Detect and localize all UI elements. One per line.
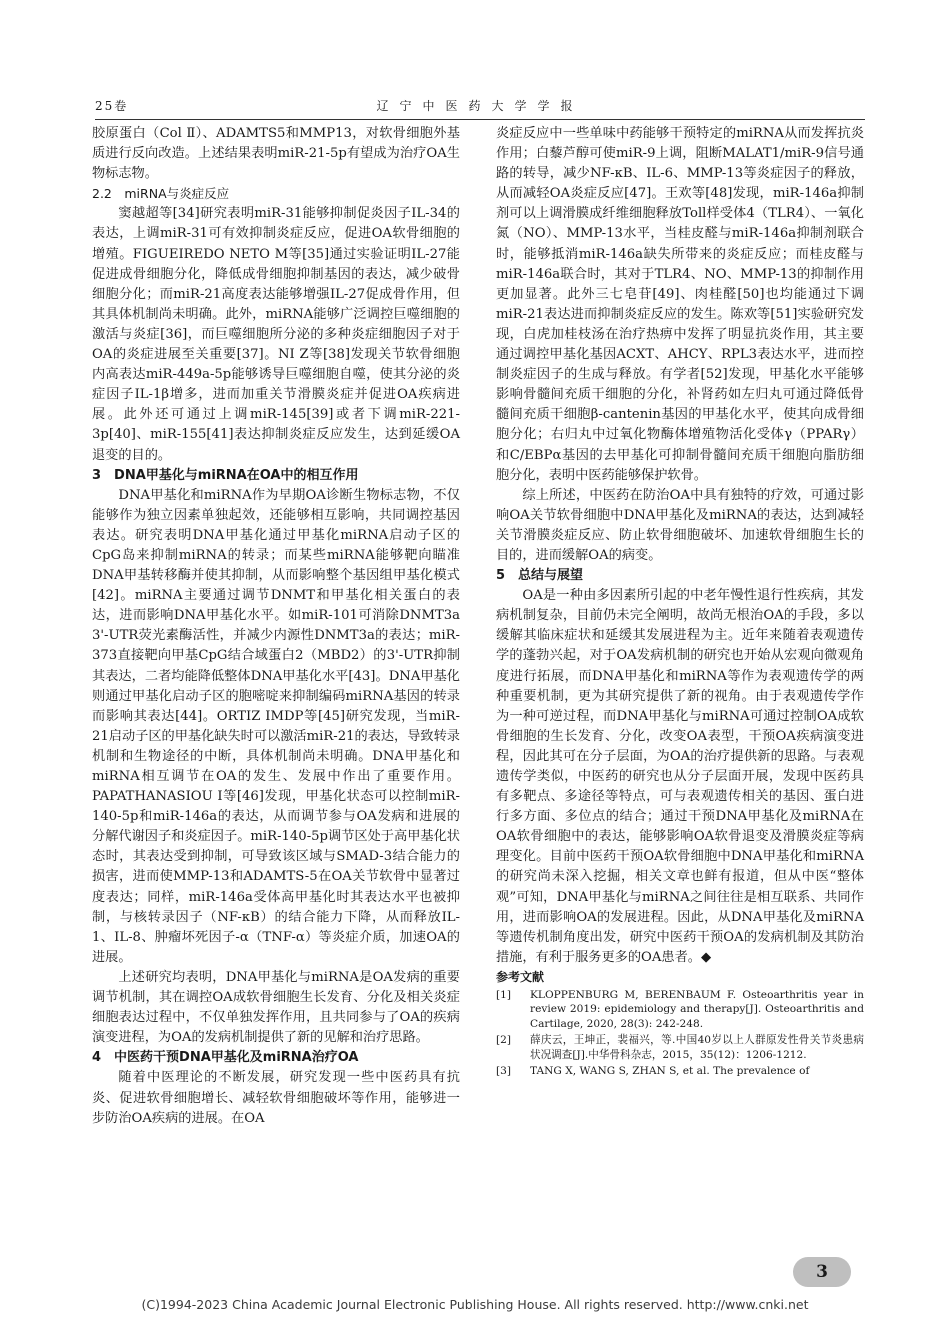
- reference-list: [496, 988, 864, 1078]
- paragraph: OA是一种由多因素所引起的中老年慢性退行性疾病，其发病机制复杂，目前仍未完全阐明，故尚无根治OA的手段，多以缓解其临床症状和延缓其发展进程为主。近年来随着表观遗传学的蓬勃兴起，对于OA发病机制的研究也开始从宏观向微观角度进行拓展，而DNA甲基化和miRNA等作为表观遗传学的两种重要机制，更为其研究提供了新的视角。由于表观遗传学作为一种可逆过程，而DNA甲基化与miRNA可通过控制OA成软骨细胞的生长发育、分化，改变OA表型，干预OA疾病演变进程，因此其可在分子层面，为OA的治疗提供新的思路。与表观遗传学类似，中医药的研究也从分子层面开展，发现中医药具有多靶点、多途径等特点，可与表观遗传相关的基因、蛋白进行多方面、多位点的结合；通过干预DNA甲基化及miRNA在OA软骨细胞中的表达，能够影响OA软骨退变及滑膜炎症等病理变化。目前中医药干预OA软骨细胞中DNA甲基化和miRNA的研究尚未深入挖掘，相关文章也鲜有报道，但从中医“整体观”可知，DNA甲基化与miRNA之间往往是相互联系、共同作用，进而影响OA的发展进程。因此，从DNA甲基化及miRNA等遗传机制角度出发，研究中医药干预OA的发病机制及其防治措施，有利于服务更多的OA患者。◆: [496, 588, 864, 965]
- paragraph: 上述研究均表明，DNA甲基化与miRNA是OA发病的重要调节机制，其在调控OA成软骨细胞生长发育、分化及相关炎症细胞表达过程中，不仅单独发挥作用，且共同参与了OA的疾病演变进程，为OA的发病机制提供了新的见解和治疗思路。: [92, 969, 460, 1046]
- paragraph: 随着中医理论的不断发展，研究发现一些中医药具有抗炎、促进软骨细胞增长、减轻软骨细胞破坏等作用，能够进一步防治OA疾病的进展。在OA: [92, 1070, 460, 1126]
- reference-item: [496, 988, 864, 1031]
- reference-item: [496, 1033, 864, 1062]
- section-heading-2-2: 2.2 miRNA与炎症反应: [92, 186, 230, 202]
- references-heading: 参考文献: [496, 969, 545, 984]
- section-heading-5: 5 总结与展望: [496, 568, 584, 584]
- page-number-badge: 3: [793, 1257, 851, 1287]
- reference-number: [3]: [496, 1064, 512, 1077]
- paragraph: 综上所述，中医药在防治OA中具有独特的疗效，可通过影响OA关节软骨细胞中DNA甲基化及miRNA的表达，达到减轻关节滑膜炎症反应、防止软骨细胞破坏、加速软骨细胞生长的目的，进而缓解OA的病变。: [496, 487, 864, 563]
- reference-text: 薛庆云，王坤正，裴福兴，等.中国40岁以上人群原发性骨关节炎患病状况调查[J].中华骨科杂志，2015，35(12)：1206-1212.: [530, 1034, 864, 1061]
- reference-number: [2]: [496, 1034, 512, 1047]
- paragraph: DNA甲基化和miRNA作为早期OA诊断生物标志物，不仅能够作为独立因素单独起效，还能够相互影响，共同调控基因表达。研究表明DNA甲基化通过甲基化miRNA启动子区的CpG岛来抑制miRNA的转录；而某些miRNA能够靶向瞄准DNA甲基转移酶并使其抑制，从而影响整个基因组甲基化模式[42]。miRNA主要通过调节DNMT和甲基化相关蛋白的表达，进而影响DNA甲基化水平。如miR-101可消除DNMT3a 3'-UTR荧光素酶活性，并减少内源性DNMT3a的表达；miR-373直接靶向甲基CpG结合域蛋白2（MBD2）的3'-UTR抑制其表达，二者均能降低整体DNA甲基化水平[43]。DNA甲基化则通过甲基化启动子区的胞嘧啶来抑制编码miRNA基因的转录而影响其表达[44]。ORTIZ IMDP等[45]研究发现，当miR-21启动子区的甲基化缺失时可以激活miR-21的表达，导致转录机制和生物途径的中断，具体机制尚未明确。DNA甲基化和miRNA相互调节在OA的发生、发展中作出了重要作用。PAPATHANASIOU I等[46]发现，甲基化状态可以控制miR-140-5p和miR-146a的表达，从而调节参与OA发病和进展的分解代谢因子和炎症因子。miR-140-5p调节区处于高甲基化状态时，其表达受到抑制，可导致该区域与SMAD-3结合能力的损害，进而使MMP-13和ADAMTS-5在OA关节软骨中显著过度表达；同样，miR-146a受体高甲基化时其表达水平也被抑制，与核转录因子（NF-κB）的结合能力下降，从而释放IL-1、IL-8、肿瘤坏死因子-α（TNF-α）等炎症介质，加速OA的进展。: [92, 487, 460, 965]
- reference-text: KLOPPENBURG M, BERENBAUM F. Osteoarthritis year in review 2019: epidemiology and therapy[J]. Osteoarthritis and Cartilage, 2020, 28(3): 242-248.: [530, 988, 864, 1030]
- reference-text: TANG X, WANG S, ZHAN S, et al. The prevalence of: [530, 1064, 810, 1077]
- paragraph: 窦越超等[34]研究表明miR-31能够抑制促炎因子IL-34的表达，上调miR-31可有效抑制炎症反应，促进OA软骨细胞的增殖。FIGUEIREDO NETO M等[35]通过实验证明IL-27能促进成骨细胞分化，降低成骨细胞抑制基因的表达，减少破骨细胞分化；而miR-21高度表达能够增强IL-27促成骨作用，但其具体机制尚未明确。此外，miRNA能够广泛调控巨噬细胞的激活与炎症[36]，而巨噬细胞所分泌的多种炎症细胞因子对于OA的炎症进展至关重要[37]。NI Z等[38]发现关节软骨细胞内高表达miR-449a-5p能够诱导巨噬细胞自噬，使其分泌的炎症因子IL-1β增多，进而加重关节滑膜炎症并促进OA疾病进展。此外还可通过上调miR-145[39]或者下调miR-221-3p[40]、miR-155[41]表达抑制炎症反应发生，达到延缓OA退变的目的。: [92, 206, 460, 463]
- right-column: [496, 124, 864, 1078]
- volume-label: 25卷: [95, 99, 129, 113]
- paragraph: 炎症反应中一些单味中药能够干预特定的miRNA从而发挥抗炎作用；白藜芦醇可使miR-9上调，阻断MALAT1/miR-9信号通路的转导，减少NF-κB、IL-6、MMP-13等炎症因子的释放，从而减轻OA炎症反应[47]。王欢等[48]发现，miR-146a抑制剂可以上调滑膜成纤维细胞释放Toll样受体4（TLR4）、一氧化氮（NO）、MMP-13水平，当桂皮醛与miR-146a抑制剂联合时，能够抵消miR-146a缺失所带来的炎症反应；而桂皮醛与miR-146a联合时，其对于TLR4、NO、MMP-13的抑制作用更加显著。此外三七皂苷[49]、肉桂醛[50]也均能通过下调miR-21表达进而抑制炎症反应的发生。陈欢等[51]实验研究发现，白虎加桂枝汤在治疗热痹中发挥了明显抗炎作用，其主要通过调控甲基化基因ACXT、AHCY、RPL3表达水平，进而控制炎症因子的生成与释放。有学者[52]发现，甲基化水平能够影响骨髓间充质干细胞的分化，补肾药如左归丸可通过降低骨髓间充质干细胞β-cantenin基因的甲基化水平，使其向成骨细胞分化；右归丸中过氧化物酶体增殖物活化受体γ（PPARγ）和C/EBPα基因的去甲基化可抑制骨髓间充质干细胞向脂肪细胞分化，表明中医药能够保护软骨。: [496, 126, 864, 483]
- section-heading-4: 4 中医药干预DNA甲基化及miRNA治疗OA: [92, 1050, 359, 1066]
- reference-item: [496, 1064, 864, 1078]
- left-column: [92, 124, 460, 1129]
- journal-name: 辽宁中医药大学学报: [376, 99, 584, 113]
- section-heading-3: 3 DNA甲基化与miRNA在OA中的相互作用: [92, 467, 359, 483]
- reference-number: [1]: [496, 988, 512, 1001]
- copyright-footer: (C)1994-2023 China Academic Journal Electronic Publishing House. All rights reserved. http://www.cnki.net: [141, 1297, 809, 1312]
- running-header: [95, 97, 865, 120]
- paragraph: 胶原蛋白（Col Ⅱ）、ADAMTS5和MMP13，对软骨细胞外基质进行反向改造。上述结果表明miR-21-5p有望成为治疗OA生物标志物。: [92, 126, 460, 182]
